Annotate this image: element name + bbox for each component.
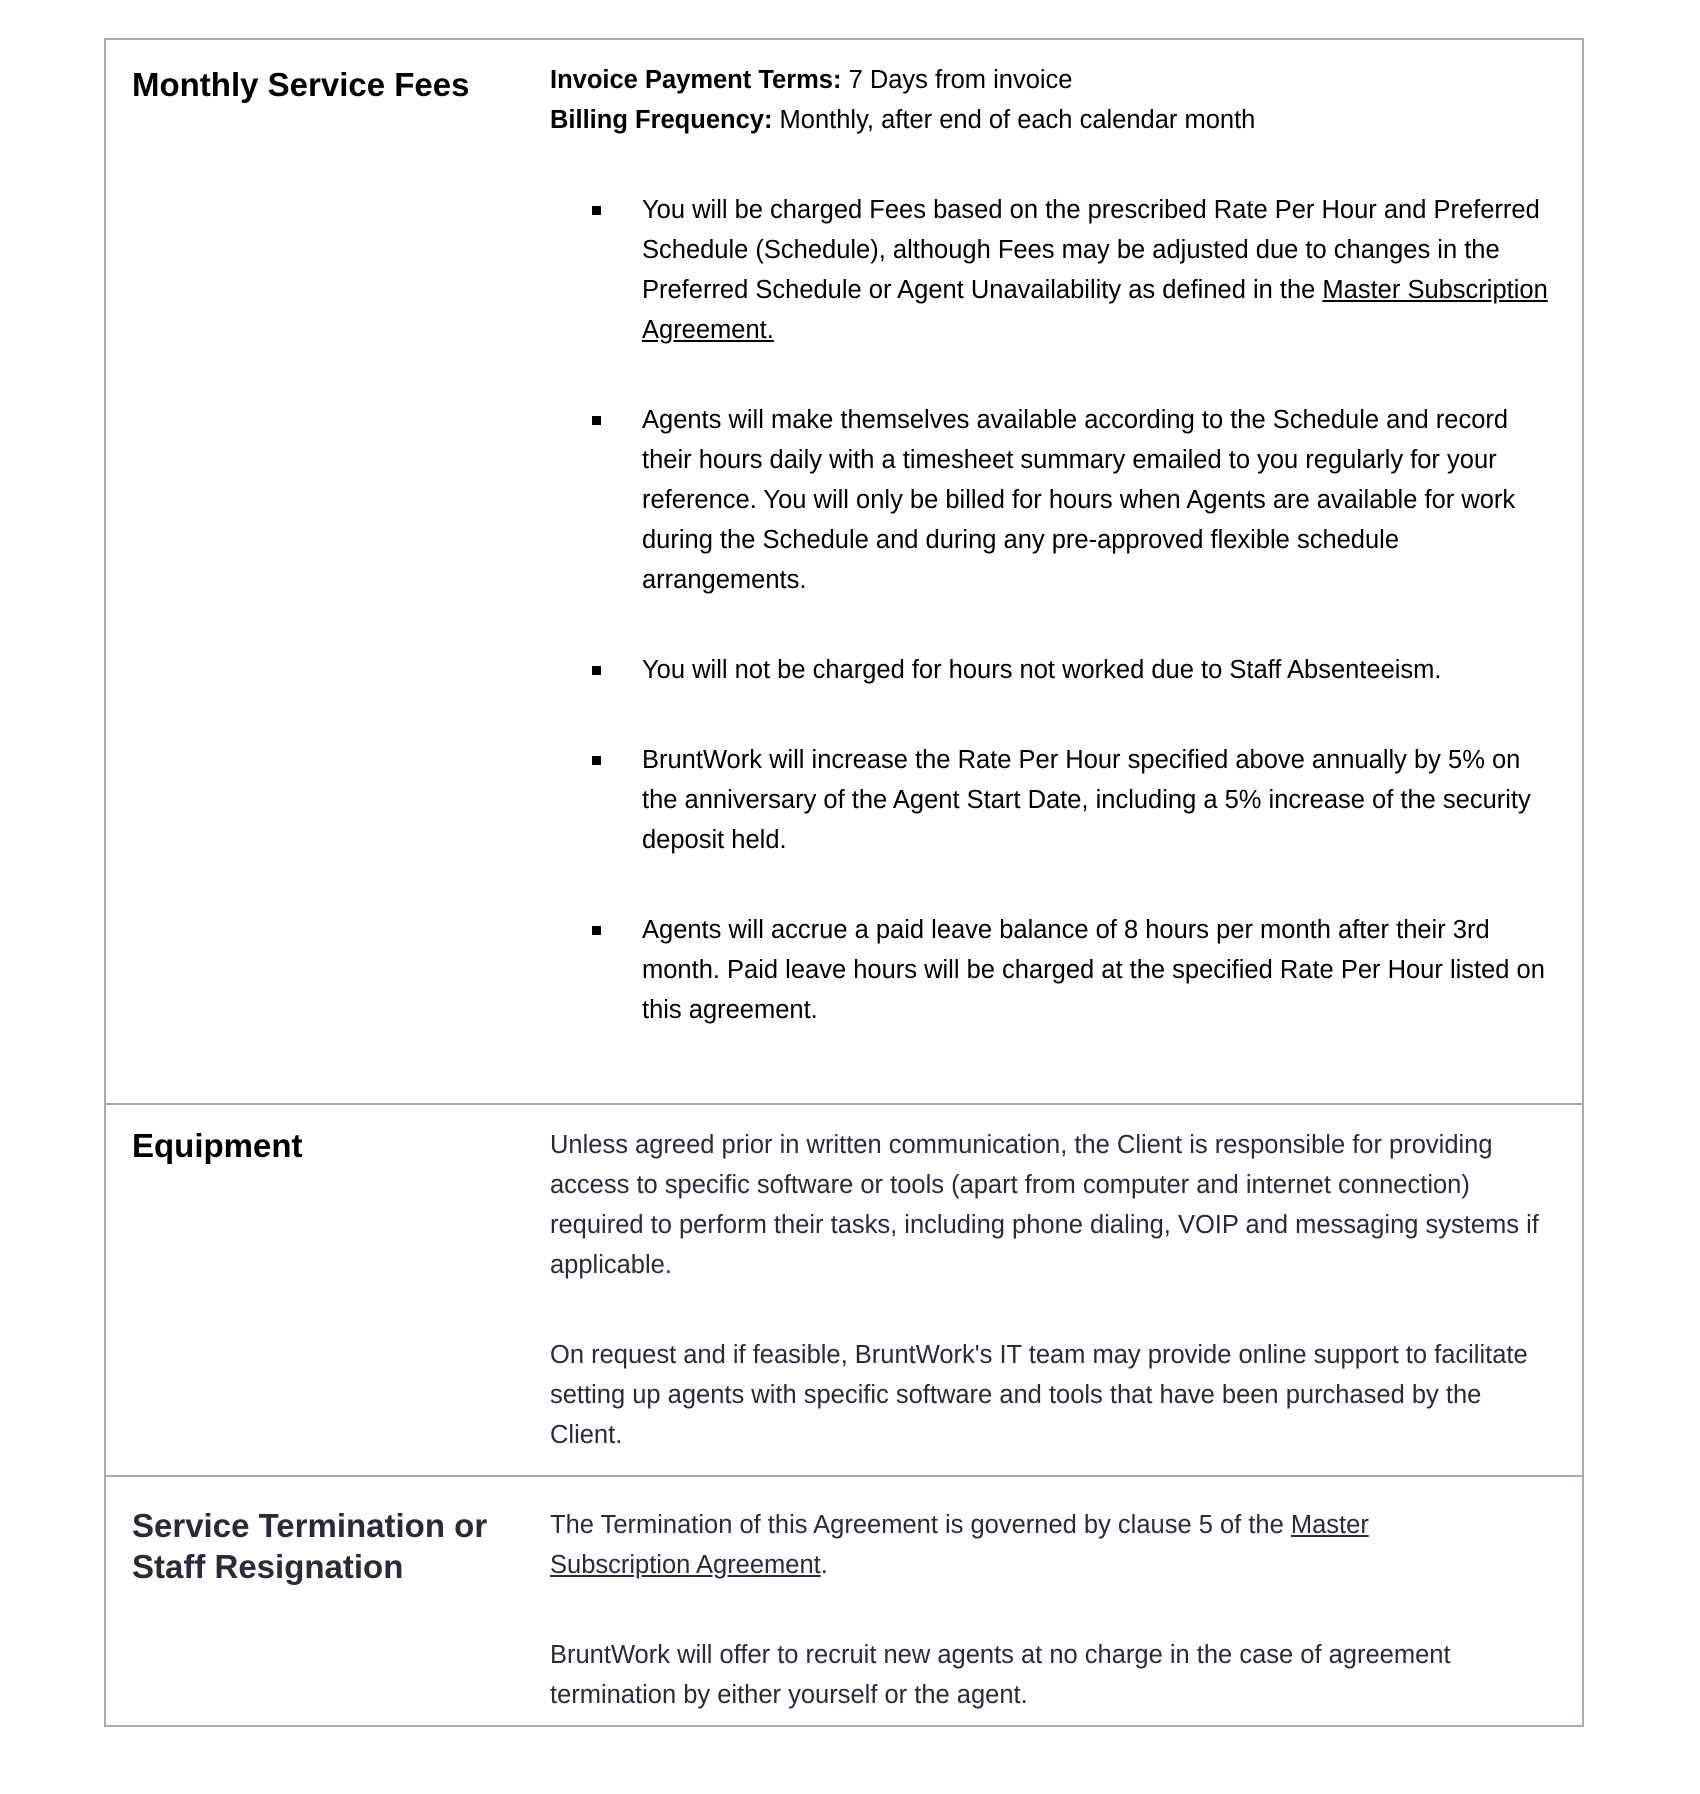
list-item [550,190,1558,350]
section-equipment [106,1103,1582,1475]
bullet-text: Agents will accrue a paid leave balance of 8 hours per month after their 3rd month. Paid leave hours will be charged at the specified Rate Per Hour listed on this agreement. [642,916,1545,1024]
section-service-termination [106,1475,1582,1725]
termination-paragraph-1 [550,1505,1558,1585]
square-bullet-icon [592,756,601,765]
square-bullet-icon [592,206,601,215]
section-heading-cell [106,1105,550,1475]
fee-terms-list [550,190,1558,1030]
equipment-paragraph-2: On request and if feasible, BruntWork's IT team may provide online support to facilitate setting up agents with specific software and tools that have been purchased by the Client. [550,1341,1528,1449]
billing-frequency-value: Monthly, after end of each calendar month [772,106,1256,134]
billing-frequency-label: Billing Frequency: [550,106,773,134]
payment-terms-label: Invoice Payment Terms: [550,66,842,94]
master-subscription-agreement-link[interactable]: Master Subscription Agreement. [642,276,1548,344]
section-body-service-termination [550,1477,1582,1725]
list-item [550,740,1558,860]
square-bullet-icon [592,666,601,675]
bullet-text: You will be charged Fees based on the prescribed Rate Per Hour and Preferred Schedule (Schedule), although Fees may be adjusted due to changes in the Preferred Schedule or Agent Unavailability as defined in the [642,196,1540,304]
section-body-equipment [550,1105,1582,1475]
payment-terms-line [550,60,1558,100]
period-text: . [820,1551,828,1579]
bullet-text: Agents will make themselves available according to the Schedule and record their hours daily with a timesheet summary emailed to you regularly for your reference. You will only be billed for hours when Agents are available for work during the Schedule and during any pre-approved flexible schedule arrangements. [642,406,1516,594]
bullet-text: BruntWork will increase the Rate Per Hour specified above annually by 5% on the anniversary of the Agent Start Date, including a 5% increase of the security deposit held. [642,746,1531,854]
payment-terms-value: 7 Days from invoice [841,66,1073,94]
section-title-service-termination [132,1505,530,1587]
heading-line-2: Staff Resignation [132,1548,404,1585]
section-heading-cell [106,1477,550,1725]
termination-text: The Termination of this Agreement is governed by clause 5 of the [550,1511,1291,1539]
terms-table [104,38,1584,1727]
heading-line-1: Service Termination or [132,1507,488,1544]
link-part-1: Master [1290,1511,1369,1539]
section-title-monthly-service-fees: Monthly Service Fees [132,66,470,103]
list-item [550,910,1558,1030]
section-heading-cell [106,40,550,1103]
section-title-equipment: Equipment [132,1127,303,1164]
square-bullet-icon [592,926,601,935]
link-part-2: Subscription Agreement [550,1551,821,1579]
termination-paragraph-2: BruntWork will offer to recruit new agents at no charge in the case of agreement termination by either yourself or the agent. [550,1641,1451,1709]
equipment-paragraph-1: Unless agreed prior in written communication, the Client is responsible for providing access to specific software or tools (apart from computer and internet connection) required to perform their tasks, including phone dialing, VOIP and messaging systems if applicable. [550,1131,1539,1279]
section-monthly-service-fees [106,40,1582,1103]
square-bullet-icon [592,416,601,425]
section-body-monthly-service-fees [550,40,1582,1103]
bullet-text: You will not be charged for hours not worked due to Staff Absenteeism. [642,656,1442,684]
billing-frequency-line [550,100,1558,140]
list-item [550,650,1558,690]
list-item [550,400,1558,600]
